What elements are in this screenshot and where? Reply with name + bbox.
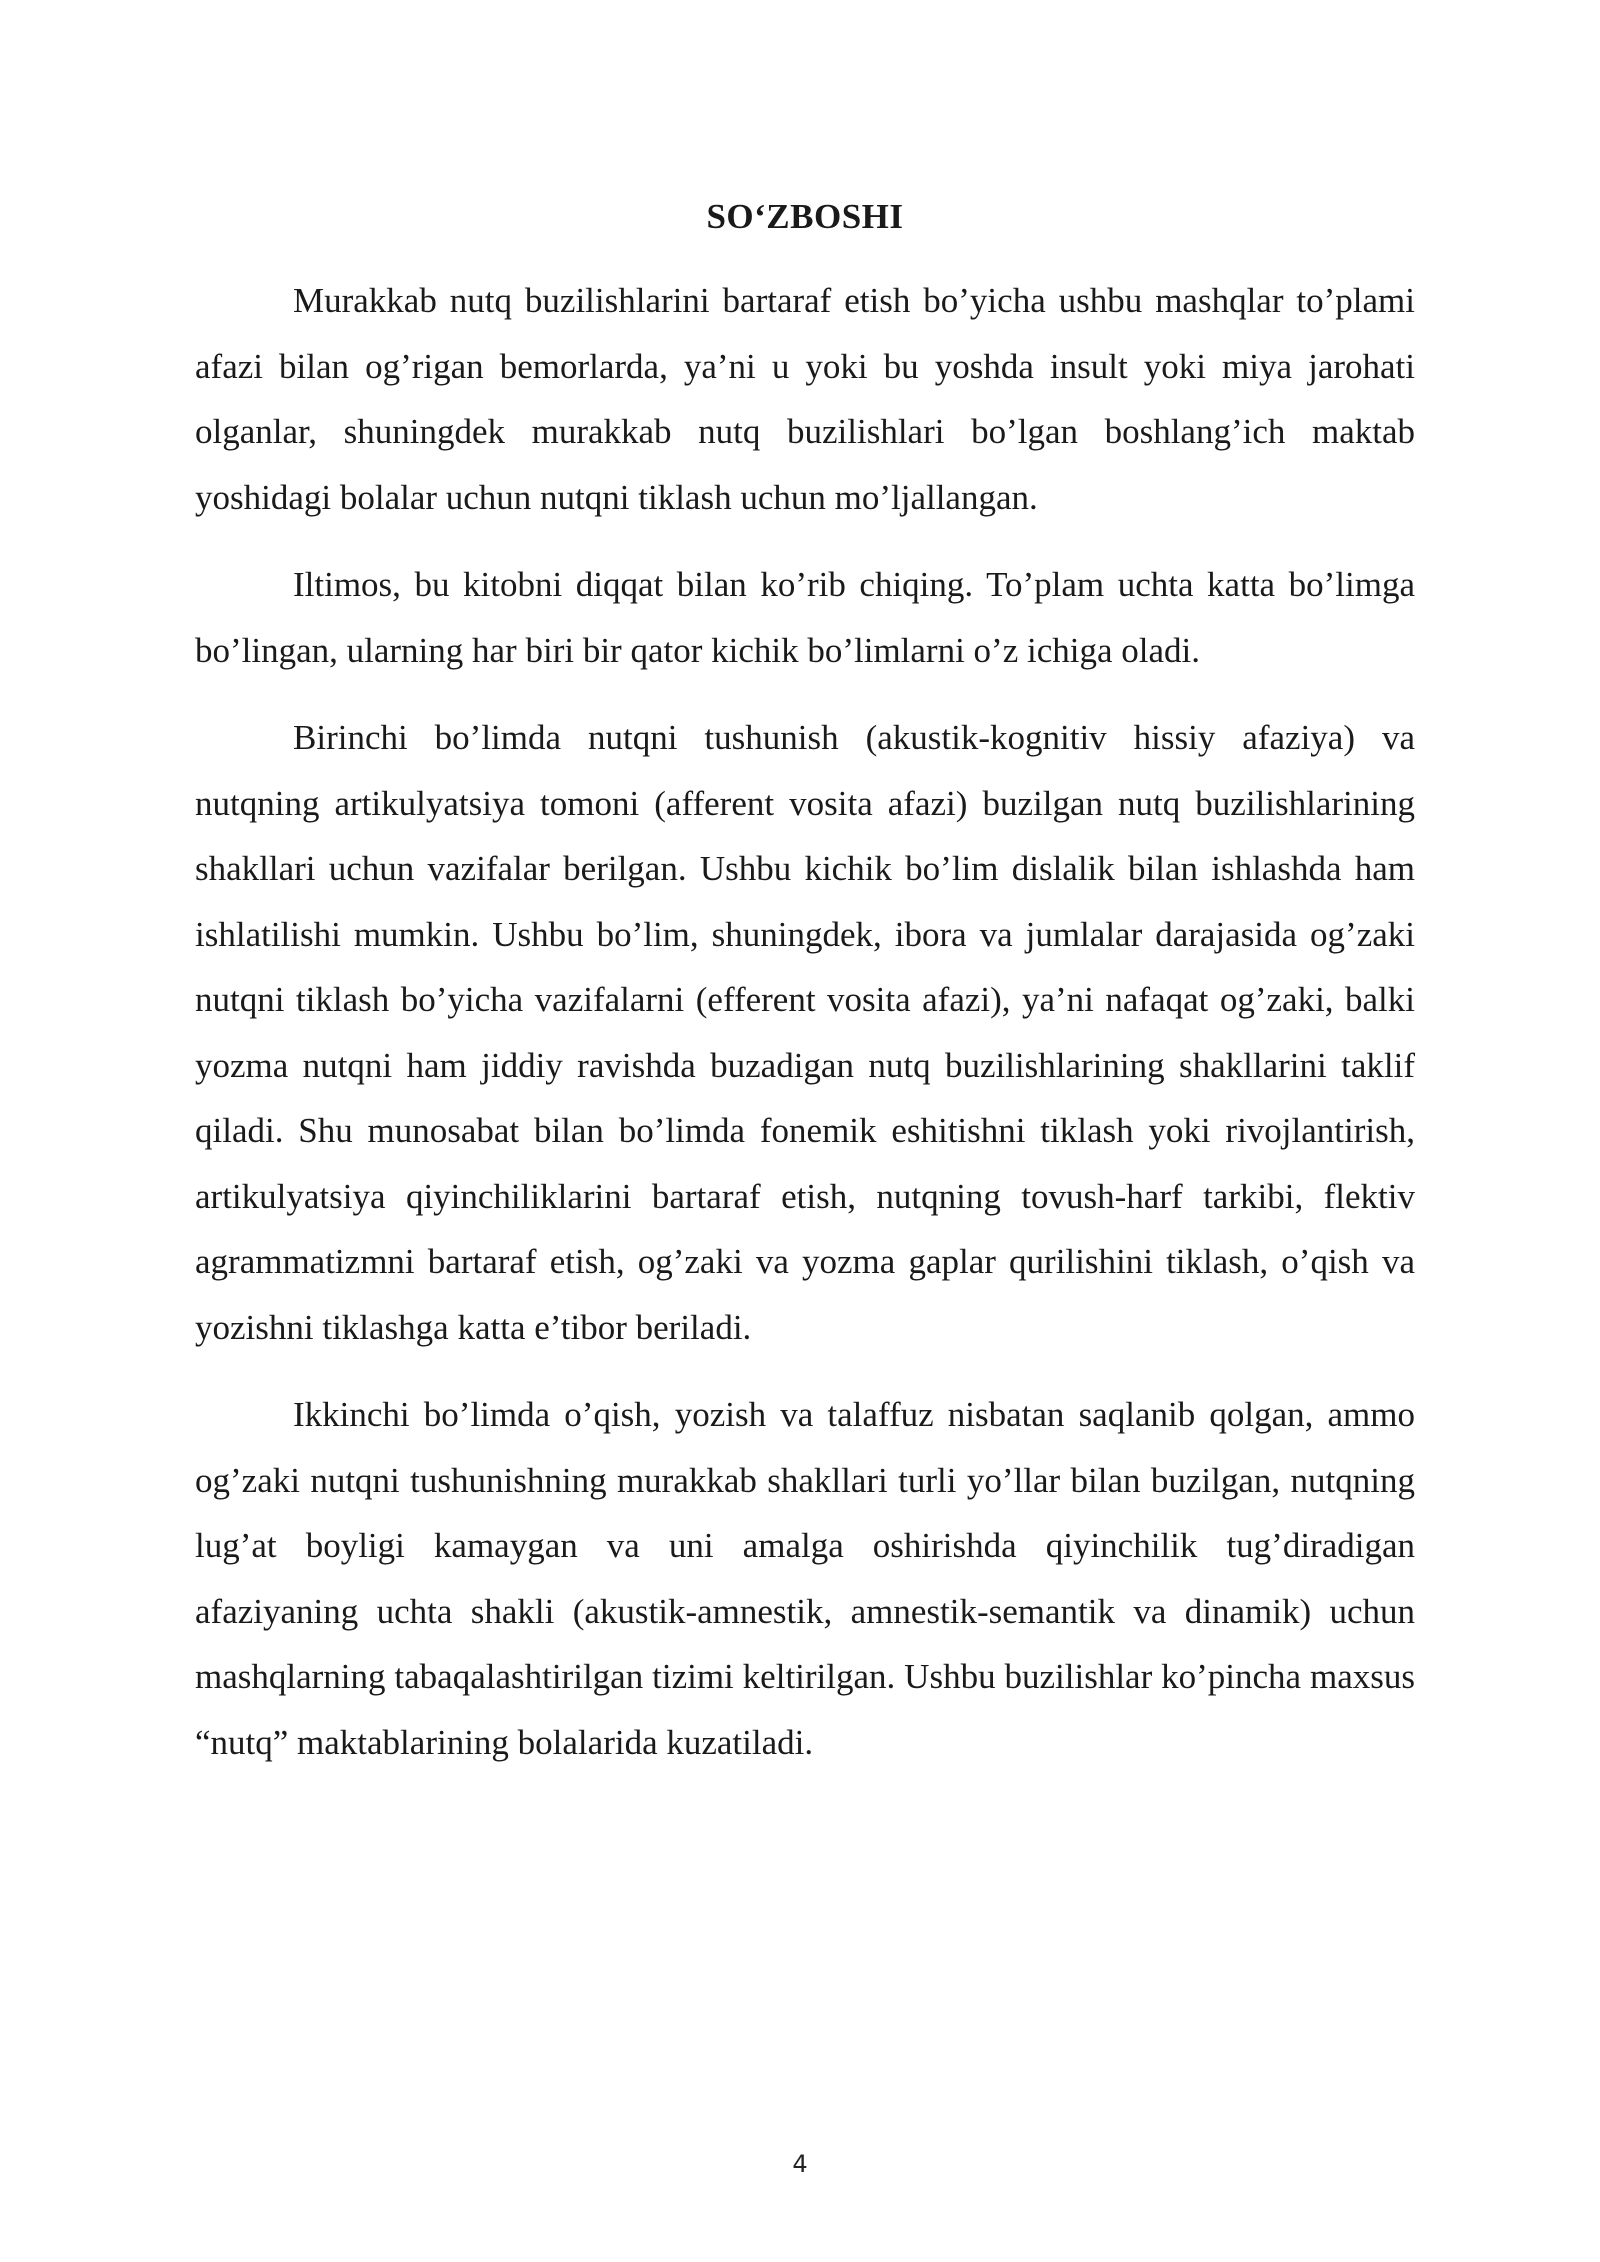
page-title: SO‘ZBOSHI [706, 197, 904, 236]
paragraph-section-one: Birinchi bo’limda nutqni tushunish (akustik-kognitiv hissiy afaziya) va nutqning artikulyatsiya tomoni (afferent vosita afazi) buzilgan nutq buzilishlarining shakllari uchun vazifalar berilgan. Ushbu kichik bo’lim dislalik bilan ishlashda ham ishlatilishi mumkin. Ushbu bo’lim, shuningdek, ibora va jumlalar darajasida og’zaki nutqni tiklash bo’yicha vazifalarni (efferent vosita afazi), ya’ni nafaqat og’zaki, balki yozma nutqni ham jiddiy ravishda buzadigan nutq buzilishlarining shakllarini taklif qiladi. Shu munosabat bilan bo’limda fonemik eshitishni tiklash yoki rivojlantirish, artikulyatsiya qiyinchiliklarini bartaraf etish, nutqning tovush-harf tarkibi, flektiv agrammatizmni bartaraf etish, og’zaki va yozma gaplar qurilishini tiklash, o’qish va yozishni tiklashga katta e’tibor beriladi. [195, 718, 1415, 1347]
page-number: 4 [792, 2150, 808, 2178]
paragraph-intro: Murakkab nutq buzilishlarini bartaraf etish bo’yicha ushbu mashqlar to’plami afazi bilan og’rigan bemorlarda, ya’ni u yoki bu yoshda insult yoki miya jarohati olganlar, shuningdek murakkab nutq buzilishlari bo’lgan boshlang’ich maktab yoshidagi bolalar uchun nutqni tiklash uchun mo’ljallangan. [195, 281, 1415, 517]
page-content [195, 196, 1415, 1797]
paragraph-overview: Iltimos, bu kitobni diqqat bilan ko’rib chiqing. To’plam uchta katta bo’limga bo’lingan, ularning har biri bir qator kichik bo’limlarni o’z ichiga oladi. [195, 565, 1415, 670]
paragraph-section-two: Ikkinchi bo’limda o’qish, yozish va talaffuz nisbatan saqlanib qolgan, ammo og’zaki nutqni tushunishning murakkab shakllari turli yo’llar bilan buzilgan, nutqning lug’at boyligi kamaygan va uni amalga oshirishda qiyinchilik tug’diradigan afaziyaning uchta shakli (akustik-amnestik, amnestik-semantik va dinamik) uchun mashqlarning tabaqalashtirilgan tizimi keltirilgan. Ushbu buzilishlar ko’pincha maxsus “nutq” maktablarining bolalarida kuzatiladi. [195, 1395, 1415, 1762]
